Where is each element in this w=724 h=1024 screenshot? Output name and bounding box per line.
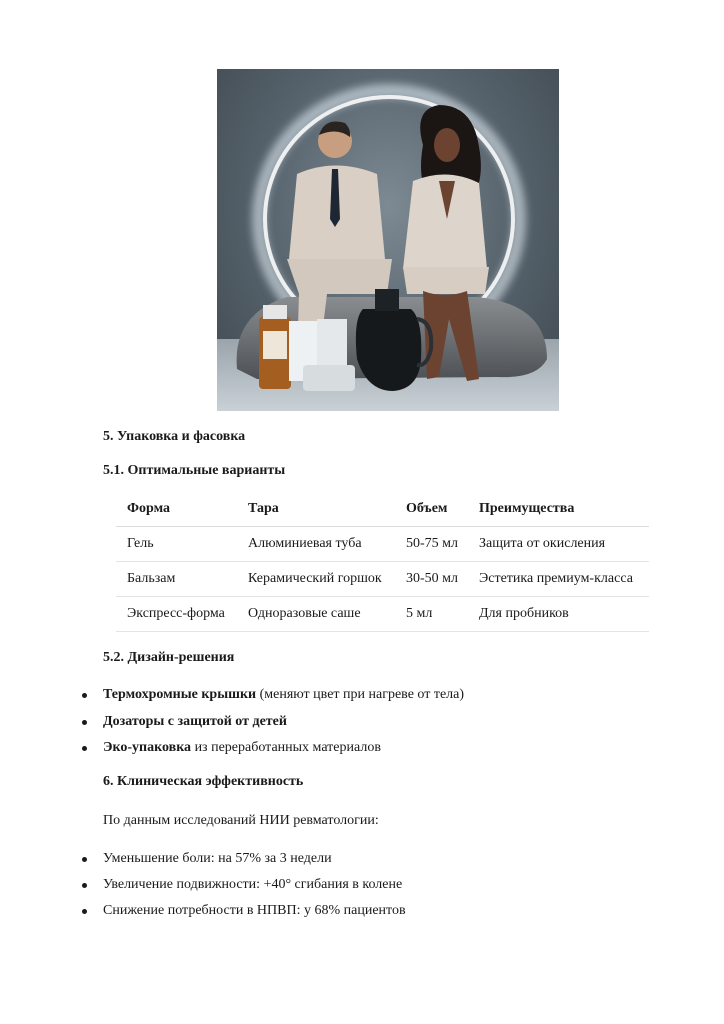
bullet-icon: [82, 883, 87, 888]
table-cell: 30-50 мл: [395, 562, 468, 597]
bullet-icon: [82, 720, 87, 725]
packaging-table: [116, 492, 649, 632]
section-5-2-heading: 5.2. Дизайн-решения: [103, 650, 235, 665]
table-cell: Экспресс-форма: [116, 597, 237, 632]
table-row: [116, 527, 649, 562]
bullet-icon: [82, 693, 87, 698]
table-cell: Бальзам: [116, 562, 237, 597]
table-cell: 50-75 мл: [395, 527, 468, 562]
list-item-bold: Дозаторы с защитой от детей: [103, 714, 287, 729]
list-item: [103, 687, 464, 703]
table-cell: 5 мл: [395, 597, 468, 632]
section-6-intro: По данным исследований НИИ ревматологии:: [103, 813, 379, 828]
list-item: [103, 740, 381, 756]
table-header-cell: Тара: [237, 492, 395, 527]
table-header-cell: Преимущества: [468, 492, 649, 527]
table-cell: Алюминиевая туба: [237, 527, 395, 562]
bullet-icon: [82, 746, 87, 751]
product-illustration: [217, 69, 559, 411]
table-cell: Эстетика премиум-класса: [468, 562, 649, 597]
table-cell: Керамический горшок: [237, 562, 395, 597]
list-item: [103, 714, 287, 730]
table-header-cell: Форма: [116, 492, 237, 527]
list-item-bold: Термохромные крышки: [103, 687, 257, 702]
table-row: [116, 562, 649, 597]
list-item-bold: Эко-упаковка: [103, 740, 192, 755]
table-header-cell: Объем: [395, 492, 468, 527]
section-5-heading: 5. Упаковка и фасовка: [103, 429, 246, 444]
list-item-text: из переработанных материалов: [191, 740, 381, 755]
bullet-icon: [82, 857, 87, 862]
list-item-text: Снижение потребности в НПВП: у 68% пациентов: [103, 903, 406, 918]
table-header-row: [116, 492, 649, 527]
list-item-text: Уменьшение боли: на 57% за 3 недели: [103, 851, 332, 866]
list-item: [103, 903, 406, 919]
list-item-text: Увеличение подвижности: +40° сгибания в колене: [103, 877, 403, 892]
table-cell: Защита от окисления: [468, 527, 649, 562]
list-item: [103, 851, 332, 867]
section-6-heading: 6. Клиническая эффективность: [103, 774, 304, 789]
section-5-1-heading: 5.1. Оптимальные варианты: [103, 463, 286, 478]
list-item: [103, 877, 402, 893]
list-item-text: (меняют цвет при нагреве от тела): [256, 687, 465, 702]
table-cell: Гель: [116, 527, 237, 562]
table-cell: Для пробников: [468, 597, 649, 632]
table-row: [116, 597, 649, 632]
table-cell: Одноразовые саше: [237, 597, 395, 632]
bullet-icon: [82, 909, 87, 914]
